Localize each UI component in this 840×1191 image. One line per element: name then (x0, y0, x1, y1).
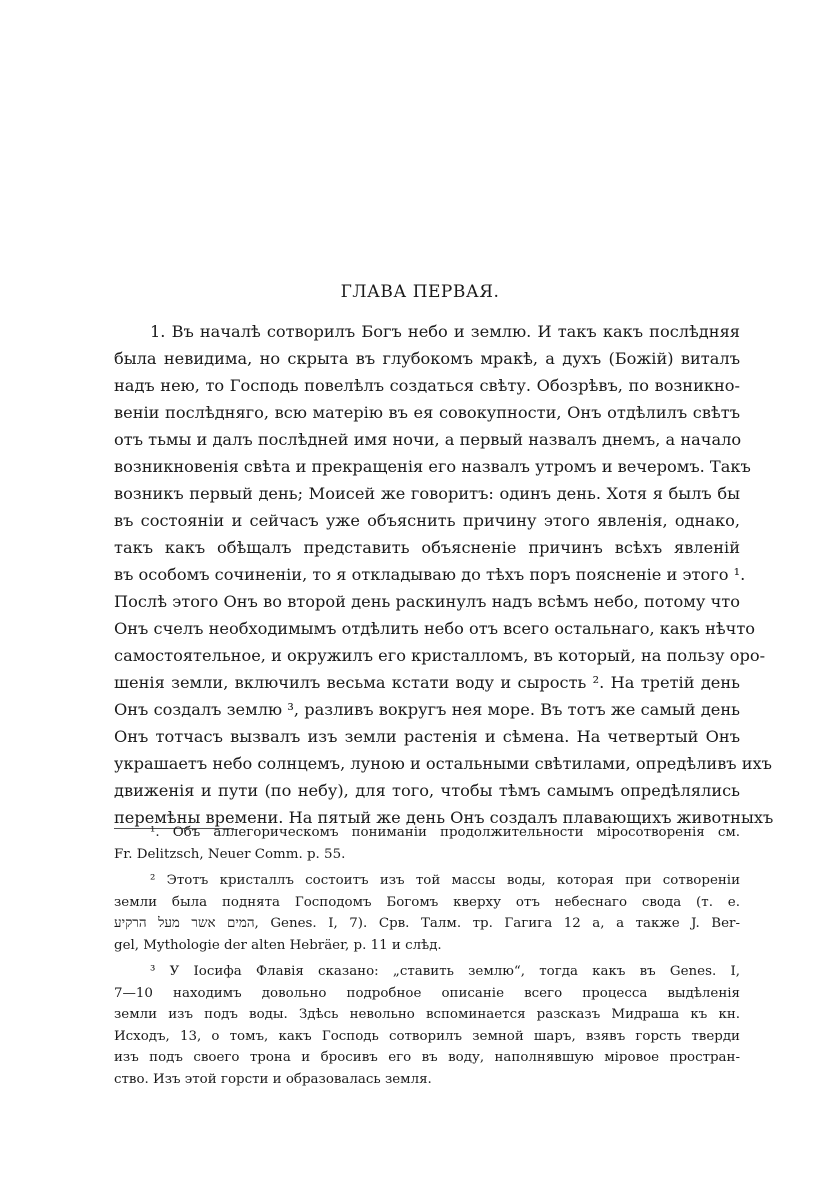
footnote-line: ³ У Іосифа Флавія сказано: „ставить землю“, тогда какъ въ Genes. I, (150, 964, 740, 979)
text-line: Послѣ этого Онъ во второй день раскинулъ надъ всѣмъ небо, потому что (114, 592, 740, 611)
footnotes (114, 822, 740, 1090)
footnote-line: земли изъ подъ воды. Здѣсь невольно вспоминается разсказъ Мидраша къ кн. (114, 1007, 740, 1022)
text-line: возникъ первый день; Моисей же говоритъ: одинъ день. Хотя я былъ бы (114, 484, 740, 503)
text-line: Онъ тотчасъ вызвалъ изъ земли растенія и сѣмена. На четвертый Онъ (114, 727, 740, 746)
text-line: отъ тьмы и далъ послѣдней имя ночи, а первый назвалъ днемъ, а начало (114, 430, 742, 449)
footnote-line: Исходъ, 13, о томъ, какъ Господь сотворилъ земной шаръ, взявъ горсть тверди (114, 1028, 740, 1044)
footnote-line: המים אשר מעל הרקיע, Genes. I, 7). Срв. Талм. тр. Гагига 12 а, а также J. Ber- (114, 916, 740, 931)
text-line: Онъ создалъ землю ³, разливъ вокругъ нея море. Въ тотъ же самый день (114, 700, 740, 719)
footnote-line: gel, Mythologie der alten Hebräer, p. 11 и слѣд. (114, 937, 442, 953)
footnote-line: ство. Изъ этой горсти и образовалась земля. (114, 1071, 432, 1087)
text-line: надъ нею, то Господь повелѣлъ создаться свѣту. Обозрѣвъ, по возникно- (114, 376, 740, 395)
paragraph-1 (114, 318, 774, 831)
text-line: веніи послѣдняго, всю матерію въ ея совокупности, Онъ отдѣлилъ свѣтъ (114, 403, 740, 422)
text-line: возникновенія свѣта и прекращенія его назвалъ утромъ и вечеромъ. Такъ (114, 457, 751, 476)
text-line: такъ какъ обѣщалъ представить объясненіе причинъ всѣхъ явленій (114, 538, 740, 557)
text-line: движенія и пути (по небу), для того, чтобы тѣмъ самымъ опредѣлялись (114, 781, 740, 800)
text-line: въ особомъ сочиненіи, то я откладываю до тѣхъ поръ поясненіе и этого ¹. (114, 565, 746, 584)
text-line: въ состояніи и сейчасъ уже объяснить причину этого явленія, однако, (114, 511, 740, 530)
text-line: была невидима, но скрыта въ глубокомъ мракѣ, а духъ (Божій) виталъ (114, 349, 740, 368)
footnote-3 (114, 961, 740, 1090)
text-line: 1. Въ началѣ сотворилъ Богъ небо и землю. И такъ какъ послѣдняя (150, 322, 740, 341)
text-line: украшаетъ небо солнцемъ, луною и остальными свѣтилами, опредѣливъ ихъ (114, 754, 772, 773)
footnote-line: 7—10 находимъ довольно подробное описаніе всего процесса выдѣленія (114, 985, 740, 1001)
chapter-title: ГЛАВА ПЕРВАЯ. (340, 282, 500, 302)
text-line: Онъ счелъ необходимымъ отдѣлить небо отъ всего остальнаго, какъ нѣчто (114, 619, 756, 638)
footnote-2 (114, 870, 740, 956)
footnote-line: Fr. Delitzsch, Neuer Comm. p. 55. (114, 846, 346, 862)
footnote-1 (114, 822, 740, 865)
footnote-line: ² Этотъ кристаллъ состоитъ изъ той массы воды, которая при сотвореніи (150, 873, 740, 888)
footnote-line: изъ подъ своего трона и бросивъ его въ воду, наполнявшую міровое простран- (114, 1050, 740, 1065)
text-line: перемѣны времени. На пятый же день Онъ создалъ плавающихъ животныхъ (114, 808, 774, 827)
footnote-line: земли была поднята Господомъ Богомъ кверху отъ небеснаго свода (т. е. (114, 894, 740, 910)
text-line: самостоятельное, и окружилъ его кристалломъ, въ который, на пользу оро- (114, 646, 766, 665)
footnote-line: ¹. Объ аллегорическомъ пониманіи продолжительности міросотворенія см. (150, 825, 740, 840)
text-line: шенія земли, включилъ весьма кстати воду и сырость ². На третій день (114, 673, 740, 692)
